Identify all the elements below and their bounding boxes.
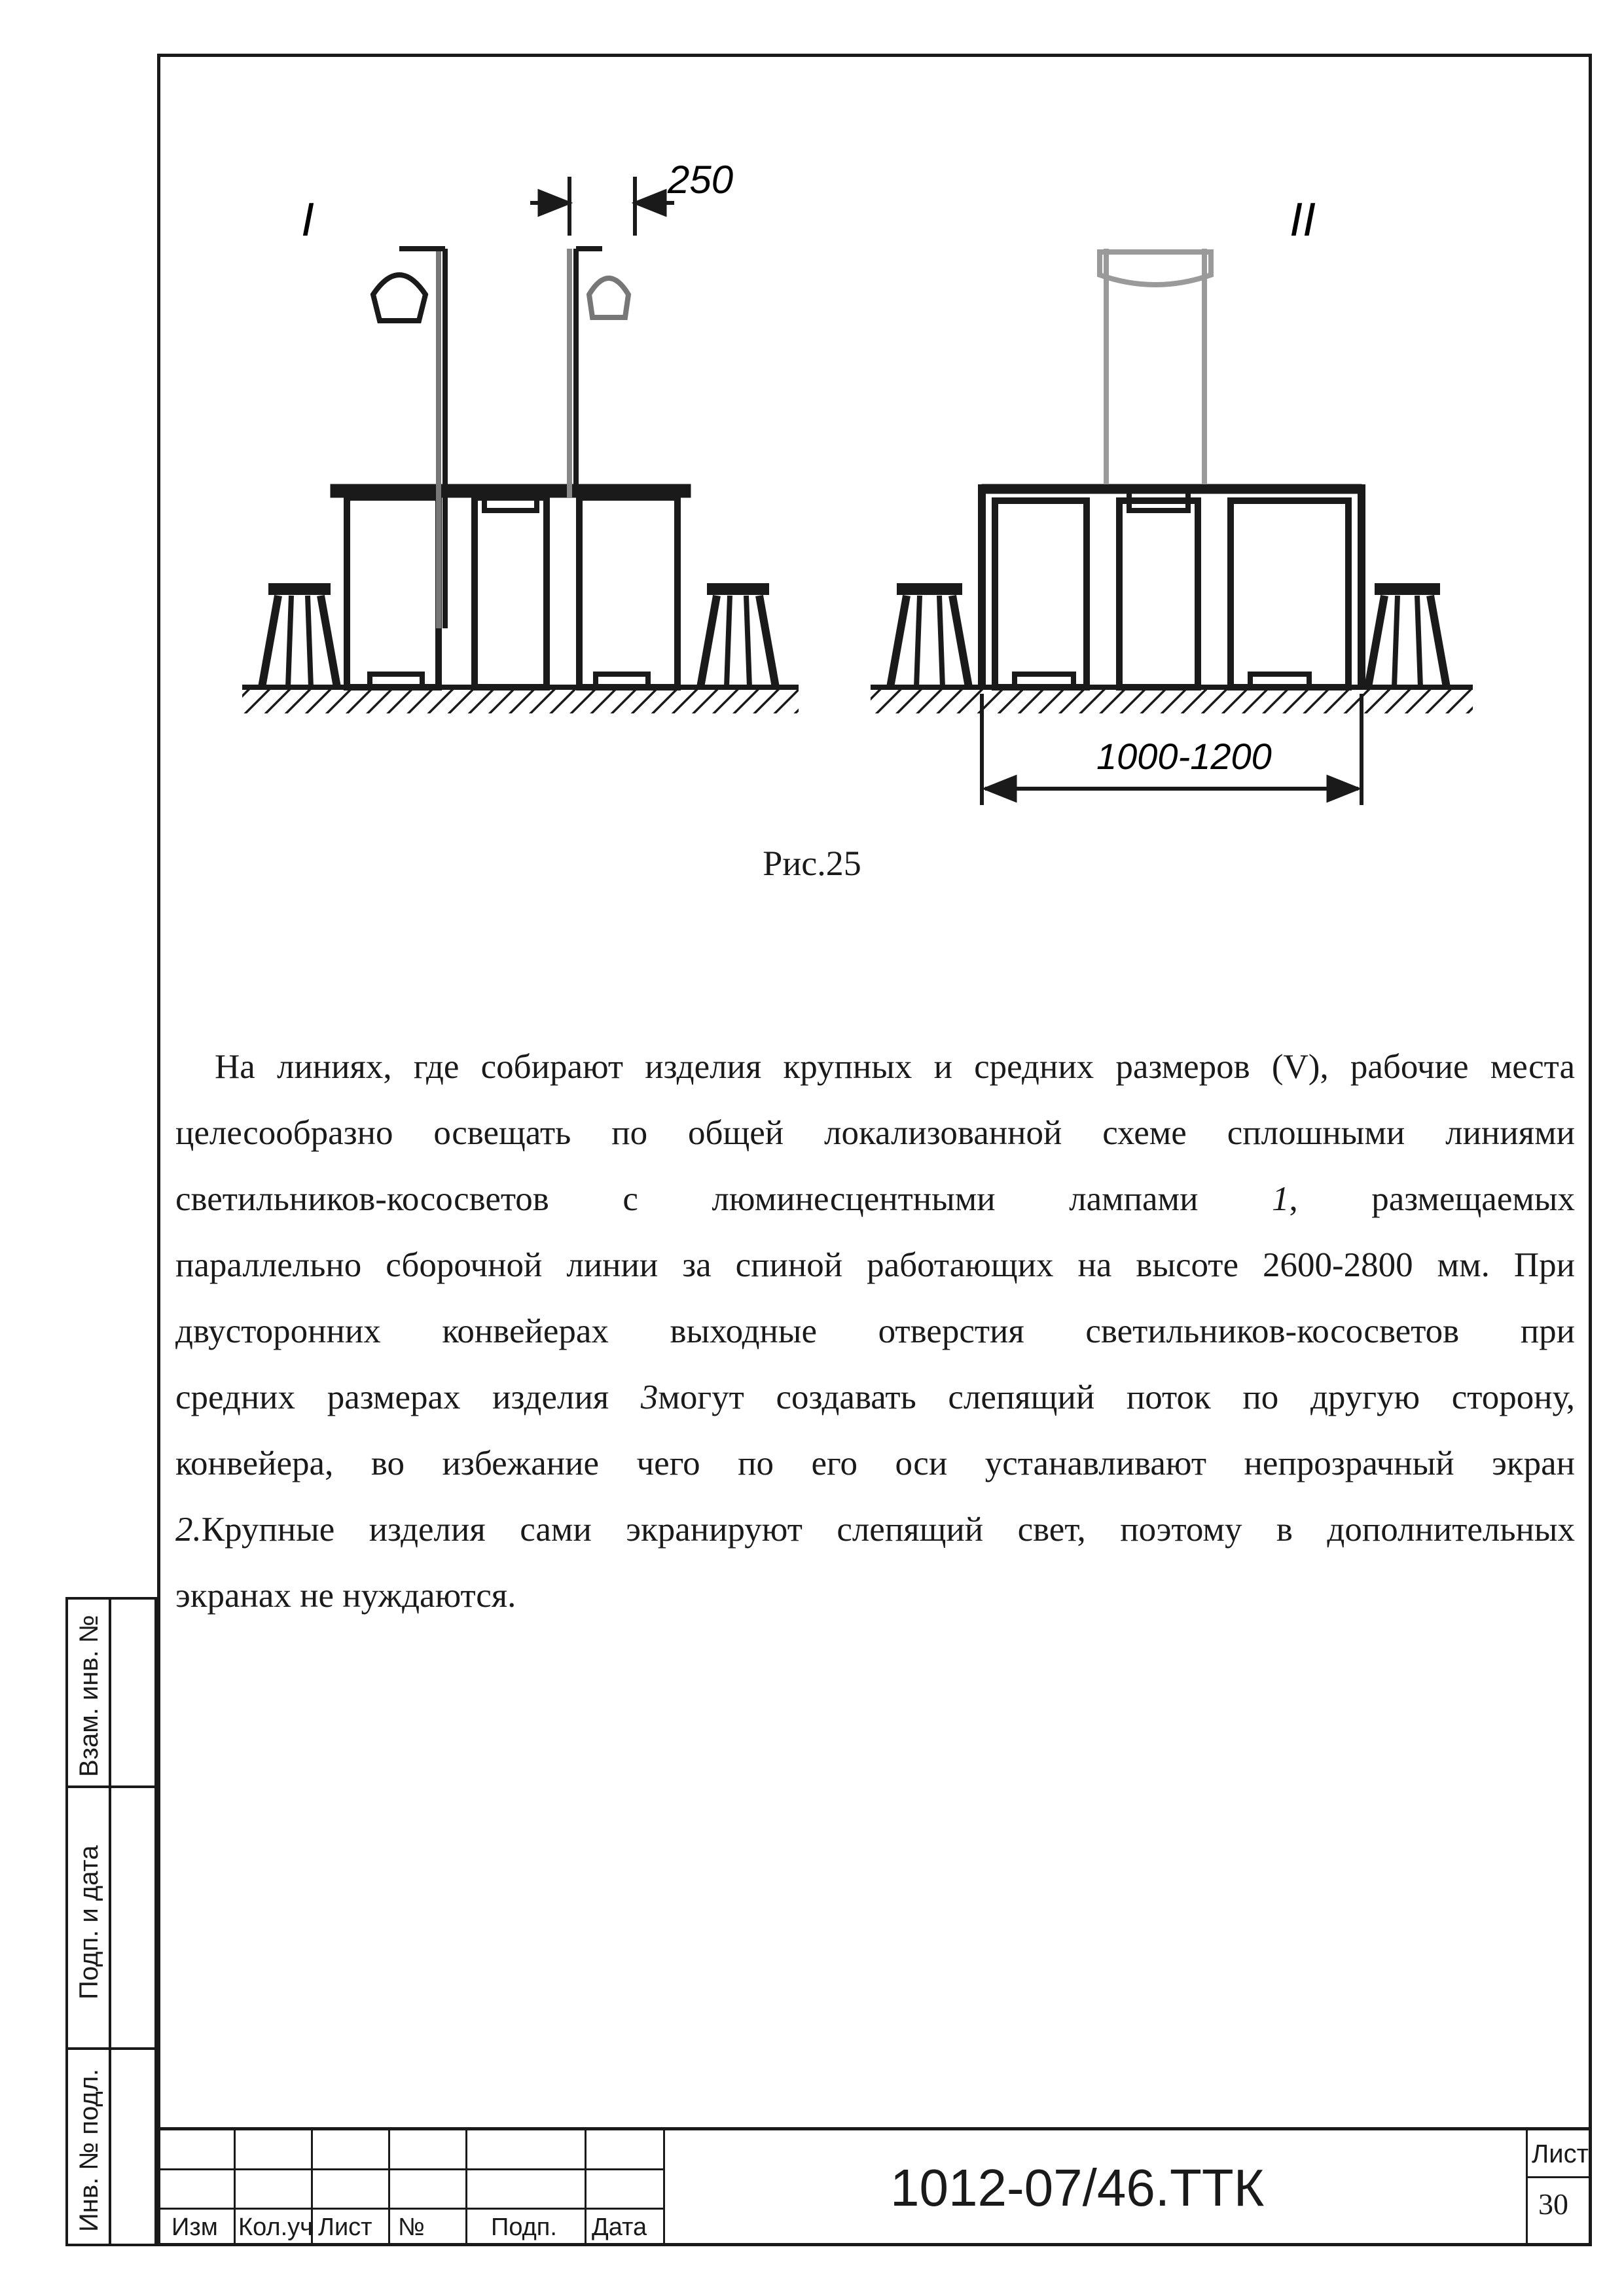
dimension-1000-1200-label: 1000-1200 bbox=[1096, 736, 1272, 777]
tb-header-podp: Подп. bbox=[491, 2214, 557, 2241]
sheet-label: Лист bbox=[1532, 2140, 1589, 2168]
text-line: экранах не нуждаются. bbox=[175, 1577, 516, 1615]
label-scheme-two: II bbox=[1290, 194, 1316, 246]
floor-hatch bbox=[871, 687, 1473, 713]
document-code: 1012-07/46.ТТК bbox=[890, 2159, 1265, 2217]
text-line bbox=[175, 1166, 1575, 1232]
sheet-number: 30 bbox=[1538, 2187, 1568, 2221]
lamp-pole-right bbox=[569, 249, 628, 497]
ref-number: 3 bbox=[640, 1378, 659, 1416]
side-stamp bbox=[65, 1597, 157, 2246]
body-paragraph bbox=[175, 1034, 1575, 1629]
tb-header-list: Лист bbox=[318, 2214, 372, 2241]
tb-header-kolu: Кол.уч bbox=[238, 2214, 313, 2241]
floor-hatch bbox=[242, 687, 799, 713]
ref-number: 2. bbox=[175, 1511, 202, 1549]
scheme-two bbox=[871, 194, 1473, 805]
stamp-cell-podp-value bbox=[109, 1785, 157, 2050]
stamp-cell-inv-value bbox=[109, 2047, 157, 2246]
overhead-lamp-frame bbox=[1100, 249, 1211, 484]
text-line: параллельно сборочной линии за спиной работающих на высоте 2600-2800 мм. При bbox=[175, 1246, 1575, 1284]
stamp-label-podp: Подп. и дата bbox=[75, 1845, 103, 2000]
figure-caption: Рис.25 bbox=[763, 844, 861, 883]
conveyor-one bbox=[331, 484, 691, 687]
figure-25 bbox=[223, 144, 1499, 831]
text-line: На линиях, где собирают изделия крупных и средних размеров (V), рабочие места bbox=[215, 1048, 1575, 1086]
tb-row-line bbox=[157, 2208, 665, 2210]
stool-right bbox=[700, 589, 776, 687]
text-fragment: Крупные изделия сами экранируют слепящий свет, поэтому в дополнительных bbox=[201, 1511, 1575, 1549]
text-line bbox=[175, 1365, 1575, 1431]
conveyor-two bbox=[982, 484, 1362, 687]
tb-sheet-line bbox=[1528, 2176, 1592, 2178]
tb-row-line bbox=[157, 2168, 665, 2170]
text-line: двусторонних конвейерах выходные отверстия светильников-кососветов при bbox=[175, 1312, 1575, 1350]
tb-header-data: Дата bbox=[592, 2214, 647, 2241]
tb-header-num: № bbox=[398, 2214, 425, 2241]
stamp-label-inv: Инв. № подл. bbox=[75, 2068, 103, 2232]
ref-number: 1 bbox=[1271, 1180, 1290, 1218]
stool-left bbox=[262, 589, 337, 687]
text-fragment: средних размерах изделия bbox=[175, 1378, 641, 1416]
label-scheme-one: I bbox=[301, 194, 315, 246]
text-fragment: могут создавать слепящий поток по другую сторону, bbox=[658, 1378, 1576, 1416]
text-line: целесообразно освещать по общей локализованной схеме сплошными линиями bbox=[175, 1114, 1575, 1152]
text-fragment: светильников-кососветов с люминесцентными лампами bbox=[175, 1180, 1272, 1218]
stool-right bbox=[1368, 589, 1447, 687]
stool-left bbox=[890, 589, 969, 687]
text-line: конвейера, во избежание чего по его оси устанавливают непрозрачный экран bbox=[175, 1444, 1575, 1482]
text-line bbox=[175, 1497, 1575, 1563]
stamp-label-vzam: Взам. инв. № bbox=[75, 1615, 103, 1777]
lighting-scheme-drawing bbox=[223, 144, 1499, 831]
stamp-cell-vzam-value bbox=[109, 1597, 157, 1788]
dimension-250-label: 250 bbox=[668, 158, 734, 202]
dimension-250 bbox=[530, 177, 674, 236]
tb-header-izm: Изм bbox=[171, 2214, 218, 2241]
text-fragment: , размещаемых bbox=[1289, 1180, 1575, 1218]
title-block bbox=[157, 2127, 1592, 2246]
scheme-one bbox=[242, 158, 799, 713]
lamp-pole-left bbox=[373, 249, 445, 628]
